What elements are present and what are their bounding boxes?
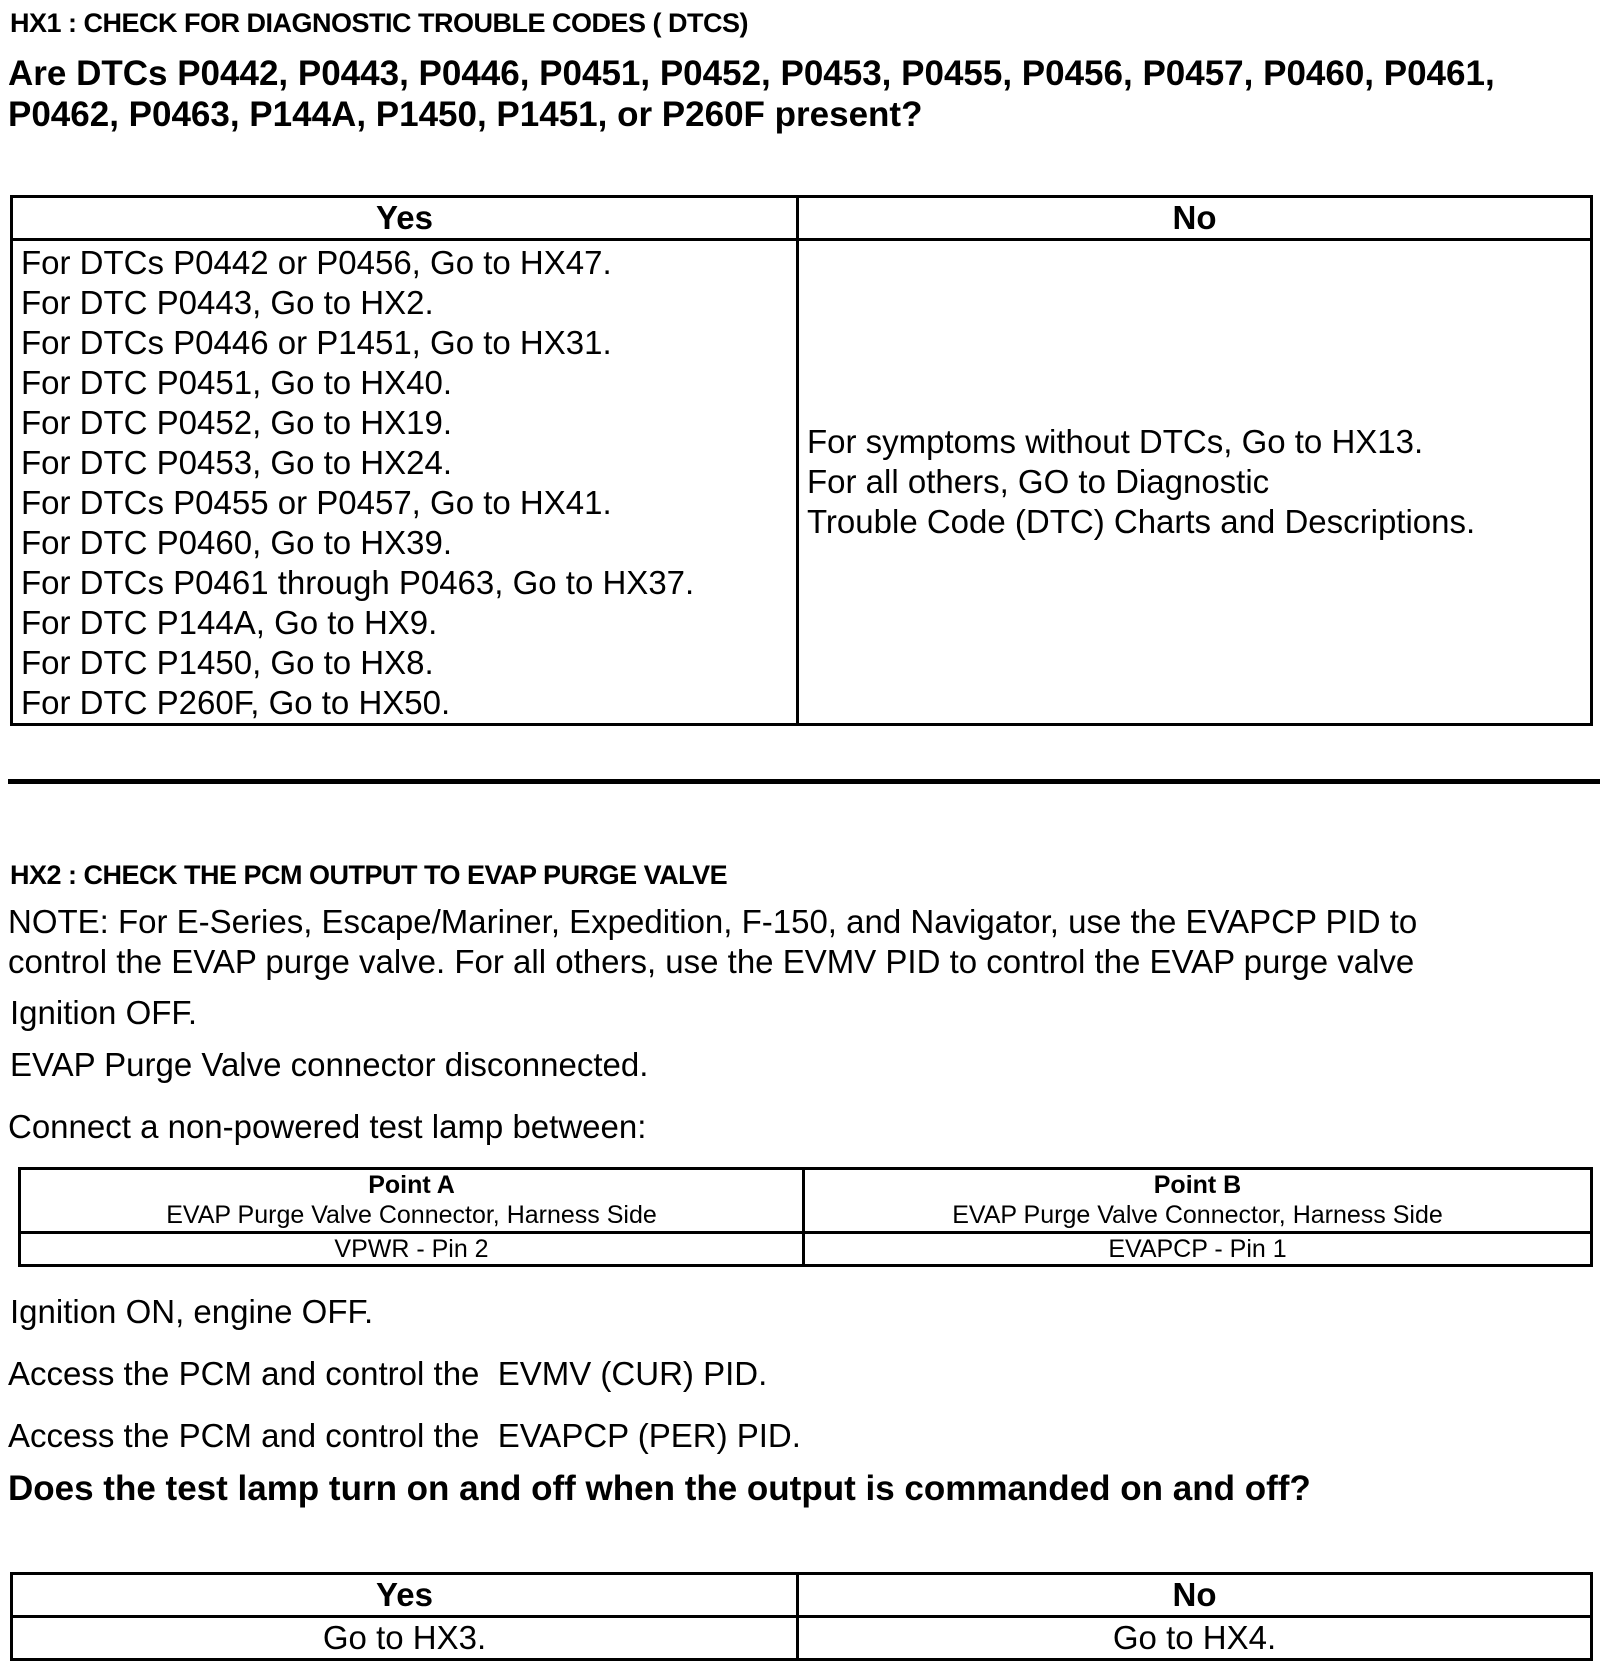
point-a-header-cell bbox=[20, 1169, 804, 1233]
hx2-step-connect: Connect a non-powered test lamp between: bbox=[8, 1108, 647, 1145]
hx2-step-disconnect: EVAP Purge Valve connector disconnected. bbox=[10, 1046, 649, 1083]
hx2-step-ignition-off: Ignition OFF. bbox=[10, 994, 198, 1031]
point-a-title: Point A bbox=[368, 1171, 455, 1199]
hx2-question: Does the test lamp turn on and off when the output is commanded on and off? bbox=[8, 1469, 1311, 1508]
hx2-note-line2: control the EVAP purge valve. For all others, use the EVMV PID to control the EVAP purge valve bbox=[8, 943, 1415, 980]
hx2-heading: HX2 : CHECK THE PCM OUTPUT TO EVAP PURGE VALVE bbox=[10, 860, 728, 890]
hx2-step-evapcp: Access the PCM and control the EVAPCP (PER) PID. bbox=[8, 1417, 801, 1454]
hx1-yes-line: For DTCs P0442 or P0456, Go to HX47. bbox=[21, 244, 612, 281]
hx1-yes-line: For DTCs P0461 through P0463, Go to HX37. bbox=[21, 564, 695, 601]
hx1-yes-line: For DTC P260F, Go to HX50. bbox=[21, 684, 451, 721]
hx1-question bbox=[8, 53, 1495, 135]
point-a-value: VPWR - Pin 2 bbox=[20, 1233, 804, 1266]
hx1-yes-header: Yes bbox=[12, 197, 798, 240]
point-b-subtitle: EVAP Purge Valve Connector, Harness Side bbox=[952, 1201, 1443, 1229]
point-table bbox=[18, 1167, 1593, 1267]
hx1-yes-line: For DTC P0451, Go to HX40. bbox=[21, 364, 453, 401]
hx1-question-line1: Are DTCs P0442, P0443, P0446, P0451, P0452, P0453, P0455, P0456, P0457, P0460, P0461, bbox=[8, 54, 1495, 93]
hx1-yes-line: For DTC P1450, Go to HX8. bbox=[21, 644, 434, 681]
hx1-no-cell bbox=[798, 240, 1592, 725]
hx1-result-table bbox=[10, 195, 1593, 726]
hx2-yes-header: Yes bbox=[12, 1574, 798, 1617]
hx1-yes-line: For DTCs P0446 or P1451, Go to HX31. bbox=[21, 324, 612, 361]
hx1-no-line: For all others, GO to Diagnostic bbox=[807, 463, 1270, 500]
hx1-yes-line: For DTCs P0455 or P0457, Go to HX41. bbox=[21, 484, 612, 521]
section-divider bbox=[8, 779, 1600, 784]
hx2-note-line1: NOTE: For E-Series, Escape/Mariner, Expedition, F-150, and Navigator, use the EVAPCP PID to bbox=[8, 903, 1418, 940]
hx2-note bbox=[8, 902, 1417, 982]
hx2-no-header: No bbox=[798, 1574, 1592, 1617]
hx1-no-header: No bbox=[798, 197, 1592, 240]
hx1-yes-line: For DTC P0443, Go to HX2. bbox=[21, 284, 434, 321]
point-b-header-cell bbox=[804, 1169, 1592, 1233]
hx1-yes-line: For DTC P144A, Go to HX9. bbox=[21, 604, 438, 641]
hx1-question-line2: P0462, P0463, P144A, P1450, P1451, or P260F present? bbox=[8, 95, 923, 134]
hx1-yes-line: For DTC P0460, Go to HX39. bbox=[21, 524, 453, 561]
point-a-subtitle: EVAP Purge Valve Connector, Harness Side bbox=[166, 1201, 657, 1229]
point-b-value: EVAPCP - Pin 1 bbox=[804, 1233, 1592, 1266]
hx1-yes-line: For DTC P0452, Go to HX19. bbox=[21, 404, 453, 441]
point-b-title: Point B bbox=[1153, 1171, 1242, 1199]
hx1-no-line: For symptoms without DTCs, Go to HX13. bbox=[807, 423, 1424, 460]
hx2-no-value: Go to HX4. bbox=[798, 1617, 1592, 1660]
hx1-yes-line: For DTC P0453, Go to HX24. bbox=[21, 444, 453, 481]
hx1-no-line: Trouble Code (DTC) Charts and Descriptions. bbox=[807, 503, 1476, 540]
hx2-step-evmv: Access the PCM and control the EVMV (CUR) PID. bbox=[8, 1355, 768, 1392]
hx1-heading: HX1 : CHECK FOR DIAGNOSTIC TROUBLE CODES ( DTCS) bbox=[10, 8, 749, 38]
hx2-result-table bbox=[10, 1572, 1593, 1661]
hx2-step-ignition-on: Ignition ON, engine OFF. bbox=[10, 1293, 374, 1330]
hx2-yes-value: Go to HX3. bbox=[12, 1617, 798, 1660]
hx1-yes-cell bbox=[12, 240, 798, 725]
